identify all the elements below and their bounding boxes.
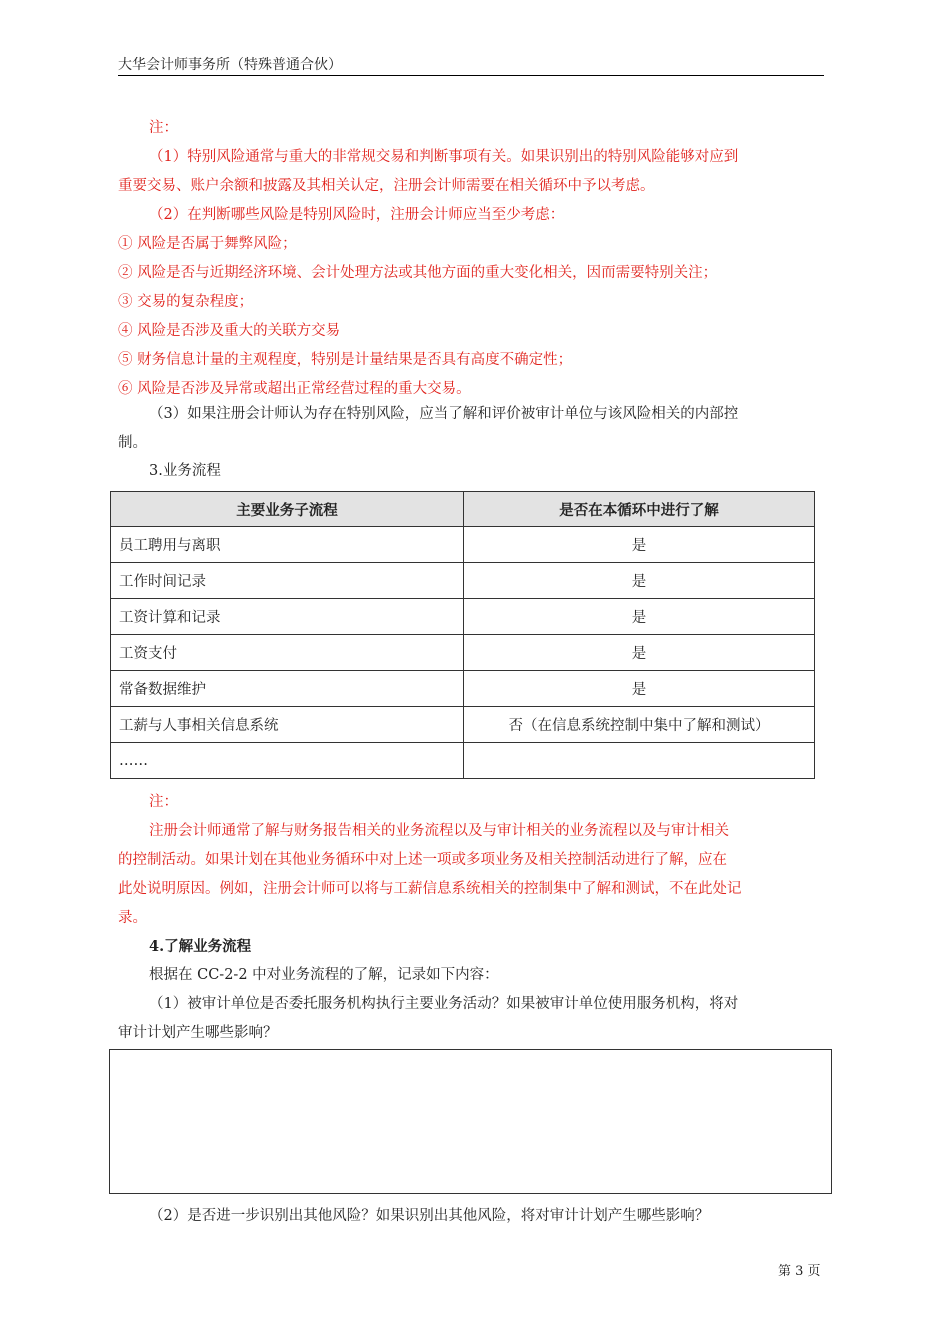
understood-cell: 是 (464, 635, 815, 671)
page-header: 大华会计师事务所（特殊普通合伙） (118, 56, 824, 76)
note-list-item: ⑤ 财务信息计量的主观程度，特别是计量结果是否具有高度不确定性； (118, 352, 573, 368)
question-2: （2）是否进一步识别出其他风险？如果识别出其他风险，将对审计计划产生哪些影响？ (149, 1208, 710, 1224)
page-number: 第 3 页 (778, 1264, 821, 1279)
understood-cell: 是 (464, 599, 815, 635)
note-list-item: ② 风险是否与近期经济环境、会计处理方法或其他方面的重大变化相关，因而需要特别关注； (118, 265, 718, 281)
business-process-note (118, 788, 824, 933)
section-title: 3.业务流程 (149, 463, 221, 479)
note-list-item: ④ 风险是否涉及重大的关联方交易 (118, 323, 341, 339)
question-1: （1）被审计单位是否委托服务机构执行主要业务活动？如果被审计单位使用服务机构，将对 (149, 996, 739, 1012)
understood-cell (464, 743, 815, 779)
section-4 (118, 932, 824, 1048)
column-header: 是否在本循环中进行了解 (464, 492, 815, 527)
process-name-cell: …… (111, 743, 464, 779)
business-process-table (110, 491, 815, 779)
table-row (111, 707, 815, 743)
table-row (111, 635, 815, 671)
table-row (111, 671, 815, 707)
note-list-item: ③ 交易的复杂程度； (118, 294, 254, 310)
note-paragraph-3-line: 制。 (118, 435, 147, 451)
answer-box-question-1[interactable] (109, 1049, 832, 1194)
table-row (111, 563, 815, 599)
question-1-cont: 审计计划产生哪些影响？ (118, 1025, 278, 1041)
process-name-cell: 工资支付 (111, 635, 464, 671)
note-paragraph-1-cont: 重要交易、账户余额和披露及其相关认定，注册会计师需要在相关循环中予以考虑。 (118, 178, 655, 194)
process-name-cell: 常备数据维护 (111, 671, 464, 707)
note-paragraph-2: （2）在判断哪些风险是特别风险时，注册会计师应当至少考虑： (149, 207, 565, 223)
process-name-cell: 工作时间记录 (111, 563, 464, 599)
note-line: 注册会计师通常了解与财务报告相关的业务流程以及与审计相关的业务流程以及与审计相关 (149, 823, 729, 839)
understood-cell: 是 (464, 563, 815, 599)
note-paragraph-3 (118, 400, 824, 458)
table-row (111, 527, 815, 563)
question-2-block (118, 1202, 824, 1231)
column-header: 主要业务子流程 (111, 492, 464, 527)
table-row (111, 743, 815, 779)
understood-cell: 是 (464, 527, 815, 563)
understood-cell: 是 (464, 671, 815, 707)
understood-cell: 否（在信息系统控制中集中了解和测试） (464, 707, 815, 743)
section-title: 4.了解业务流程 (149, 938, 252, 955)
special-risk-note (118, 114, 824, 404)
process-name-cell: 工薪与人事相关信息系统 (111, 707, 464, 743)
note-line: 此处说明原因。例如，注册会计师可以将与工薪信息系统相关的控制集中了解和测试，不在此处记 (118, 881, 742, 897)
note-label: 注： (149, 794, 178, 810)
section-intro: 根据在 CC-2-2 中对业务流程的了解，记录如下内容： (149, 967, 499, 983)
section-3-title (118, 457, 824, 486)
process-name-cell: 员工聘用与离职 (111, 527, 464, 563)
note-paragraph-1: （1）特别风险通常与重大的非常规交易和判断事项有关。如果识别出的特别风险能够对应到 (149, 149, 739, 165)
note-label: 注： (149, 120, 178, 136)
note-line: 的控制活动。如果计划在其他业务循环中对上述一项或多项业务及相关控制活动进行了解，应在 (118, 852, 727, 868)
note-list-item: ⑥ 风险是否涉及异常或超出正常经营过程的重大交易。 (118, 381, 471, 397)
table-header-row (111, 492, 815, 527)
note-list-item: ① 风险是否属于舞弊风险； (118, 236, 297, 252)
process-name-cell: 工资计算和记录 (111, 599, 464, 635)
note-line: 录。 (118, 910, 147, 926)
note-paragraph-3-line: （3）如果注册会计师认为存在特别风险，应当了解和评价被审计单位与该风险相关的内部控 (149, 406, 739, 422)
table-row (111, 599, 815, 635)
